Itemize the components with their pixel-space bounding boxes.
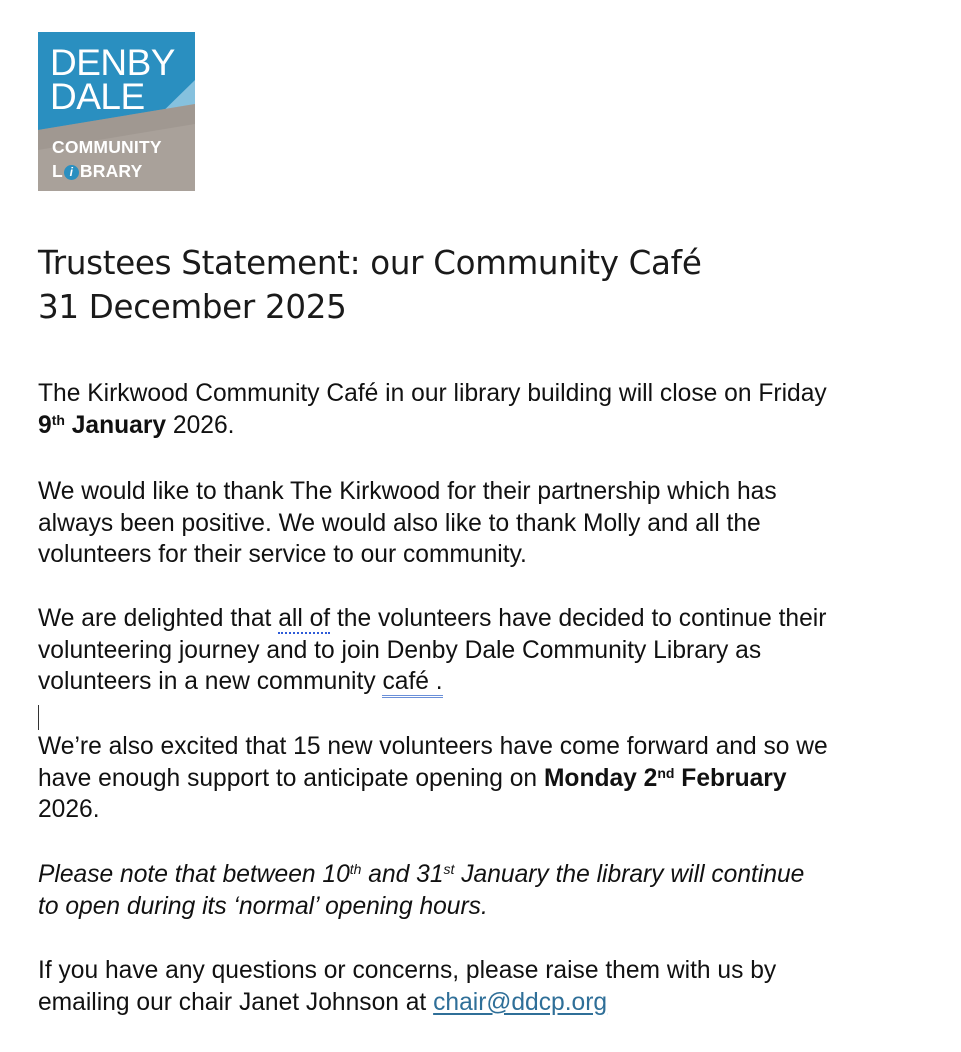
logo-library: L i BRARY bbox=[52, 161, 143, 181]
title-line-1: Trustees Statement: our Community Café bbox=[38, 244, 702, 282]
paragraph-note: Please note that between 10th and 31st January the library will continue to open during its ‘normal’ opening hours. bbox=[38, 861, 805, 920]
paragraph-contact: If you have any questions or concerns, please raise them with us by emailing our chair Janet Johnson at chair@ddcp.org bbox=[38, 957, 777, 1016]
logo-community: COMMUNITY bbox=[52, 137, 162, 157]
info-i-icon: i bbox=[64, 165, 79, 180]
title-date: 31 December 2025 bbox=[38, 288, 347, 326]
email-link[interactable]: chair@ddcp.org bbox=[433, 988, 608, 1016]
paragraph-thanks: We would like to thank The Kirkwood for their partnership which has always been positive. We would also like to thank Molly and all the volunteers for their service to our community. bbox=[38, 478, 777, 568]
paragraph-volunteers: We are delighted that all of the volunteers have decided to continue their volunteering journey and to join Denby Dale Community Library as volunteers in a new community café . bbox=[38, 603, 923, 698]
logo-denby: DENBY bbox=[50, 42, 175, 83]
text-cursor bbox=[38, 705, 39, 730]
page-title bbox=[38, 241, 918, 329]
grammar-flag: all of bbox=[278, 605, 331, 632]
library-logo bbox=[38, 32, 195, 191]
logo-dale: DALE bbox=[50, 76, 145, 117]
paragraph-opening: We’re also excited that 15 new volunteers have come forward and so we have enough support to anticipate opening on Monday 2nd February 2026. bbox=[38, 733, 828, 823]
spelling-flag: café . bbox=[382, 668, 442, 698]
paragraph-closure: The Kirkwood Community Café in our library building will close on Friday 9th January 2026. bbox=[38, 380, 827, 439]
